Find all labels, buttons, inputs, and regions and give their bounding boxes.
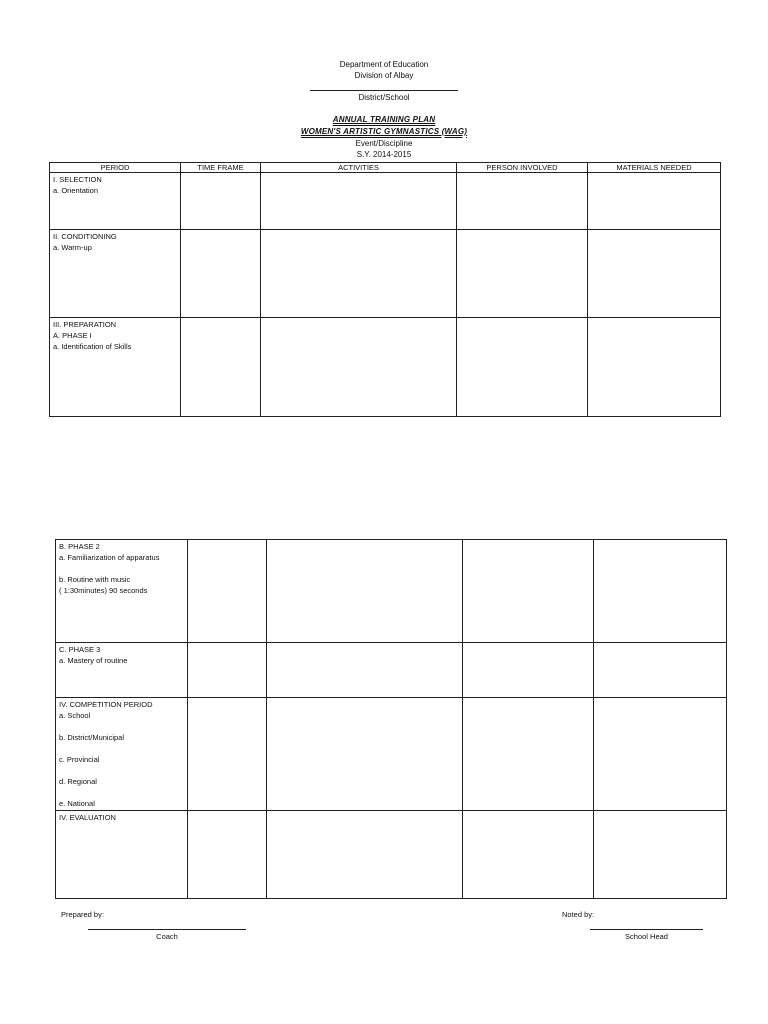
period-item: e. National — [59, 799, 95, 808]
materials-needed-cell[interactable] — [594, 811, 727, 899]
period-heading: II. CONDITIONING — [53, 232, 117, 241]
period-heading: C. PHASE 3 — [59, 645, 101, 654]
period-item-detail: ( 1:30minutes) 90 seconds — [59, 586, 148, 595]
column-header-materials-needed: MATERIALS NEEDED — [588, 163, 721, 173]
period-cell — [56, 540, 188, 643]
event-title: WOMEN'S ARTISTIC GYMNASTICS (WAG) — [300, 127, 468, 136]
column-header-activities: ACTIVITIES — [261, 163, 457, 173]
time-frame-cell[interactable] — [188, 643, 267, 698]
department-name: Department of Education — [339, 60, 429, 69]
coach-label: Coach — [156, 932, 178, 941]
table-row-phase-3 — [56, 643, 727, 698]
plan-title: ANNUAL TRAINING PLAN — [332, 115, 436, 124]
time-frame-cell[interactable] — [181, 318, 261, 417]
period-item: a. Mastery of routine — [59, 656, 128, 665]
person-involved-cell[interactable] — [463, 643, 594, 698]
materials-needed-cell[interactable] — [594, 643, 727, 698]
table-row-selection — [50, 173, 721, 230]
person-involved-cell[interactable] — [457, 318, 588, 417]
prepared-by-label: Prepared by: — [61, 910, 104, 919]
school-head-label: School Head — [625, 932, 668, 941]
materials-needed-cell[interactable] — [588, 230, 721, 318]
table-row-conditioning — [50, 230, 721, 318]
period-heading: I. SELECTION — [53, 175, 102, 184]
activities-cell[interactable] — [267, 698, 463, 811]
period-item: d. Regional — [59, 777, 97, 786]
activities-cell[interactable] — [267, 811, 463, 899]
time-frame-cell[interactable] — [188, 698, 267, 811]
table-header-row — [50, 163, 721, 173]
materials-needed-cell[interactable] — [594, 540, 727, 643]
period-item: b. District/Municipal — [59, 733, 125, 742]
activities-cell[interactable] — [261, 173, 457, 230]
column-header-period: PERIOD — [50, 163, 181, 173]
noted-by-label: Noted by: — [562, 910, 595, 919]
person-involved-cell[interactable] — [463, 698, 594, 811]
column-header-person-involved: PERSON INVOLVED — [457, 163, 588, 173]
period-heading: IV. COMPETITION PERIOD — [59, 700, 153, 709]
period-heading: III. PREPARATION — [53, 320, 117, 329]
activities-cell[interactable] — [267, 540, 463, 643]
period-heading: B. PHASE 2 — [59, 542, 100, 551]
district-school-label: District/School — [358, 93, 410, 102]
division-name: Division of Albay — [354, 71, 414, 80]
activities-cell[interactable] — [261, 318, 457, 417]
period-cell — [50, 173, 181, 230]
time-frame-cell[interactable] — [188, 540, 267, 643]
training-plan-table-2 — [55, 539, 727, 899]
period-heading: IV. EVALUATION — [59, 813, 116, 822]
time-frame-cell[interactable] — [188, 811, 267, 899]
period-item: a. Warm-up — [53, 243, 92, 252]
activities-cell[interactable] — [267, 643, 463, 698]
activities-cell[interactable] — [261, 230, 457, 318]
time-frame-cell[interactable] — [181, 173, 261, 230]
event-discipline-label: Event/Discipline — [355, 139, 413, 148]
period-cell — [50, 318, 181, 417]
period-cell — [56, 811, 188, 899]
training-plan-table-1 — [49, 162, 721, 417]
materials-needed-cell[interactable] — [594, 698, 727, 811]
school-head-signature-line[interactable] — [590, 929, 703, 930]
person-involved-cell[interactable] — [463, 811, 594, 899]
materials-needed-cell[interactable] — [588, 173, 721, 230]
materials-needed-cell[interactable] — [588, 318, 721, 417]
period-item: a. Familiarization of apparatus — [59, 553, 160, 562]
column-header-time-frame: TIME FRAME — [181, 163, 261, 173]
period-cell — [50, 230, 181, 318]
period-cell — [56, 698, 188, 811]
table-row-phase-2 — [56, 540, 727, 643]
district-school-underline — [310, 90, 458, 91]
time-frame-cell[interactable] — [181, 230, 261, 318]
period-cell — [56, 643, 188, 698]
period-item: c. Provincial — [59, 755, 100, 764]
period-item: a. Identification of Skills — [53, 342, 132, 351]
period-item: a. School — [59, 711, 91, 720]
person-involved-cell[interactable] — [457, 230, 588, 318]
period-subheading: A. PHASE I — [53, 331, 92, 340]
period-item: b. Routine with music — [59, 575, 131, 584]
person-involved-cell[interactable] — [463, 540, 594, 643]
school-year: S.Y. 2014-2015 — [356, 150, 412, 159]
person-involved-cell[interactable] — [457, 173, 588, 230]
table-row-evaluation — [56, 811, 727, 899]
period-item: a. Orientation — [53, 186, 99, 195]
coach-signature-line[interactable] — [88, 929, 246, 930]
table-row-competition — [56, 698, 727, 811]
table-row-preparation — [50, 318, 721, 417]
